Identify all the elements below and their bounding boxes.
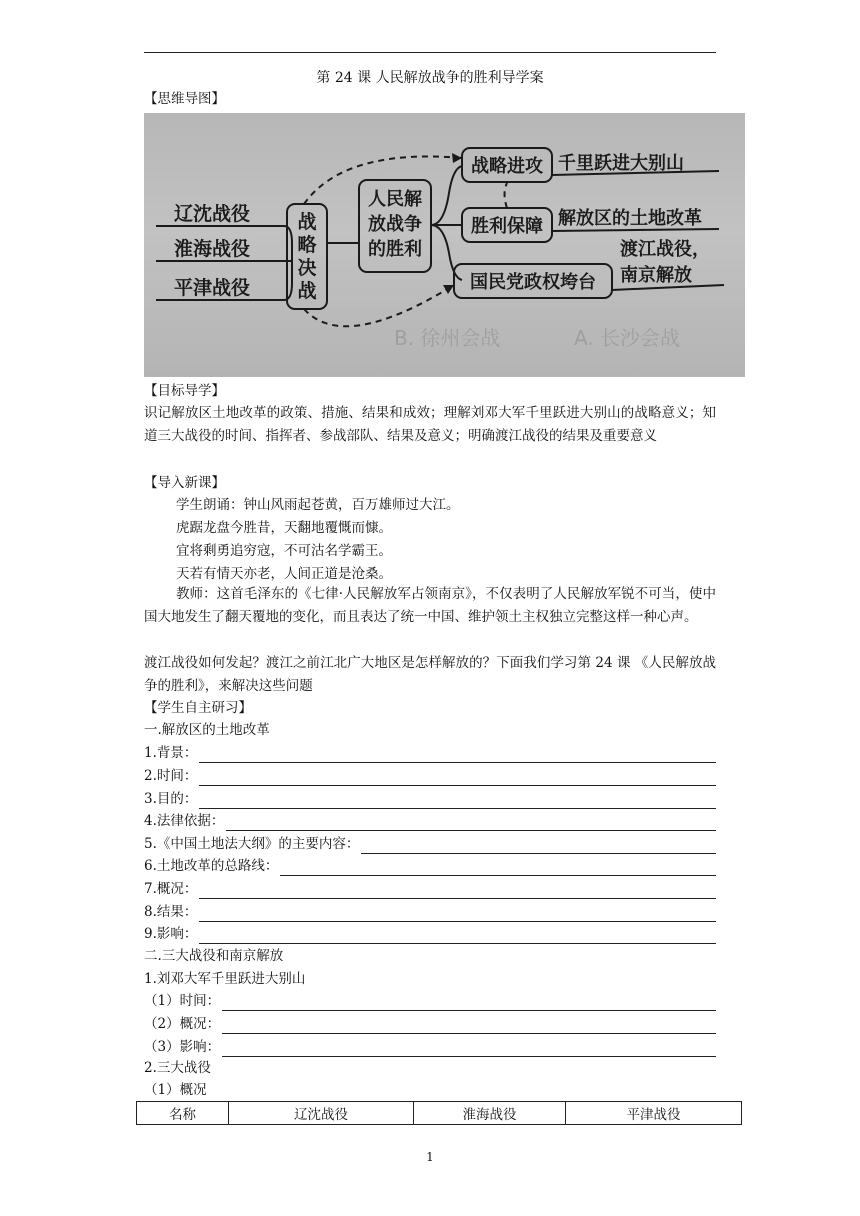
battles-table xyxy=(136,1101,742,1125)
mindmap-diagram xyxy=(144,113,745,377)
fill-background: 1.背景： xyxy=(144,743,716,763)
fill-outline-content: 5.《中国土地法大纲》的主要内容： xyxy=(144,834,716,854)
center-line-2: 放战争 xyxy=(368,214,422,235)
mindmap-heading: 【思维导图】 xyxy=(144,91,225,107)
page-number: 1 xyxy=(426,1150,434,1164)
blank-line[interactable] xyxy=(199,929,716,944)
blank-line[interactable] xyxy=(222,996,716,1011)
battle-liaoshen: 辽沈战役 xyxy=(174,203,251,225)
fill-result: 8.结果： xyxy=(144,902,716,922)
fill-sub1-time: （1）时间： xyxy=(144,991,716,1011)
fill-time: 2.时间： xyxy=(144,766,716,786)
fill-purpose: 3.目的： xyxy=(144,789,716,809)
fill-sub1-impact: （3）影响： xyxy=(144,1037,716,1057)
ghost-text-a: A. 长沙会战 xyxy=(574,326,681,350)
sub2-title: 2.三大战役 xyxy=(144,1060,211,1076)
mindmap-photo xyxy=(144,113,745,377)
table-header-cell: 名称 xyxy=(137,1102,229,1125)
ghost-text-b: B. 徐州会战 xyxy=(394,326,501,350)
decisive-char-3: 决 xyxy=(297,257,317,279)
fill-impact: 9.影响： xyxy=(144,924,716,944)
teacher-text: 教师：这首毛泽东的《七律·人民解放军占领南京》，不仅表明了人民解放军锐不可当，使中国大地发生了翻天覆地的变化，而且表达了统一中国、维护领土主权独立完整这样一种心声。 xyxy=(144,586,716,625)
intro-question: 渡江战役如何发起？渡江之前江北广大地区是怎样解放的？下面我们学习第 24 课 《人民解放战争的胜利》，来解决这些问题 xyxy=(144,655,716,694)
center-line-3: 的胜利 xyxy=(368,239,422,260)
blank-line[interactable] xyxy=(222,1042,716,1057)
box-strategic-offensive: 战略进攻 xyxy=(471,156,543,177)
goals-heading: 【目标导学】 xyxy=(144,383,225,399)
battle-pingjin: 平津战役 xyxy=(174,277,251,299)
page-title: 第 24 课 人民解放战争的胜利导学案 xyxy=(316,70,544,86)
note-dabie: 千里跃进大别山 xyxy=(558,153,684,174)
blank-line[interactable] xyxy=(226,816,716,831)
fill-legal-basis: 4.法律依据： xyxy=(144,811,716,831)
header-rule xyxy=(144,52,716,53)
poem-line-1: 学生朗诵：钟山风雨起苍黄，百万雄师过大江。 xyxy=(176,497,460,513)
table-header-cell: 淮海战役 xyxy=(414,1102,566,1125)
section2-title: 二.三大战役和南京解放 xyxy=(144,948,284,964)
table-header-cell: 辽沈战役 xyxy=(229,1102,414,1125)
study-heading: 【学生自主研习】 xyxy=(144,700,252,716)
table-header-cell: 平津战役 xyxy=(566,1102,742,1125)
poem-line-4: 天若有情天亦老，人间正道是沧桑。 xyxy=(176,566,392,582)
blank-line[interactable] xyxy=(199,771,716,786)
fill-general-line: 6.土地改革的总路线： xyxy=(144,856,716,876)
blank-line[interactable] xyxy=(222,1019,716,1034)
poem-line-2: 虎踞龙盘今胜昔，天翻地覆慨而慷。 xyxy=(176,520,392,536)
blank-line[interactable] xyxy=(199,907,716,922)
battle-huaihai: 淮海战役 xyxy=(174,238,251,260)
blank-line[interactable] xyxy=(199,884,716,899)
sub1-title: 1.刘邓大军千里跃进大别山 xyxy=(144,971,306,987)
decisive-char-1: 战 xyxy=(297,211,317,233)
blank-line[interactable] xyxy=(199,794,716,809)
note-crossing-2: 南京解放 xyxy=(620,265,692,286)
note-land-reform: 解放区的土地改革 xyxy=(558,208,702,229)
goals-text: 识记解放区土地改革的政策、措施、结果和成效；理解刘邓大军千里跃进大别山的战略意义；知道三大战役的时间、指挥者、参战部队、结果及意义；明确渡江战役的结果及重要意义 xyxy=(144,405,716,444)
center-line-1: 人民解 xyxy=(368,189,422,210)
blank-line[interactable] xyxy=(361,839,716,854)
sub2-1-title: （1）概况 xyxy=(144,1082,207,1098)
poem-line-3: 宜将剩勇追穷寇，不可沽名学霸王。 xyxy=(176,543,392,559)
box-victory-guarantee: 胜利保障 xyxy=(471,216,543,237)
box-kmt-collapse: 国民党政权垮台 xyxy=(470,272,596,293)
table-header-row xyxy=(137,1102,742,1125)
blank-line[interactable] xyxy=(280,861,716,876)
intro-heading: 【导入新课】 xyxy=(144,475,225,491)
blank-line[interactable] xyxy=(199,748,716,763)
note-crossing-1: 渡江战役， xyxy=(620,239,710,260)
decisive-char-2: 略 xyxy=(297,234,317,256)
decisive-char-4: 战 xyxy=(297,280,317,302)
fill-sub1-overview: （2）概况： xyxy=(144,1014,716,1034)
dashed-arrow-middle xyxy=(505,183,508,208)
section1-title: 一.解放区的土地改革 xyxy=(144,722,270,738)
fill-overview: 7.概况： xyxy=(144,879,716,899)
